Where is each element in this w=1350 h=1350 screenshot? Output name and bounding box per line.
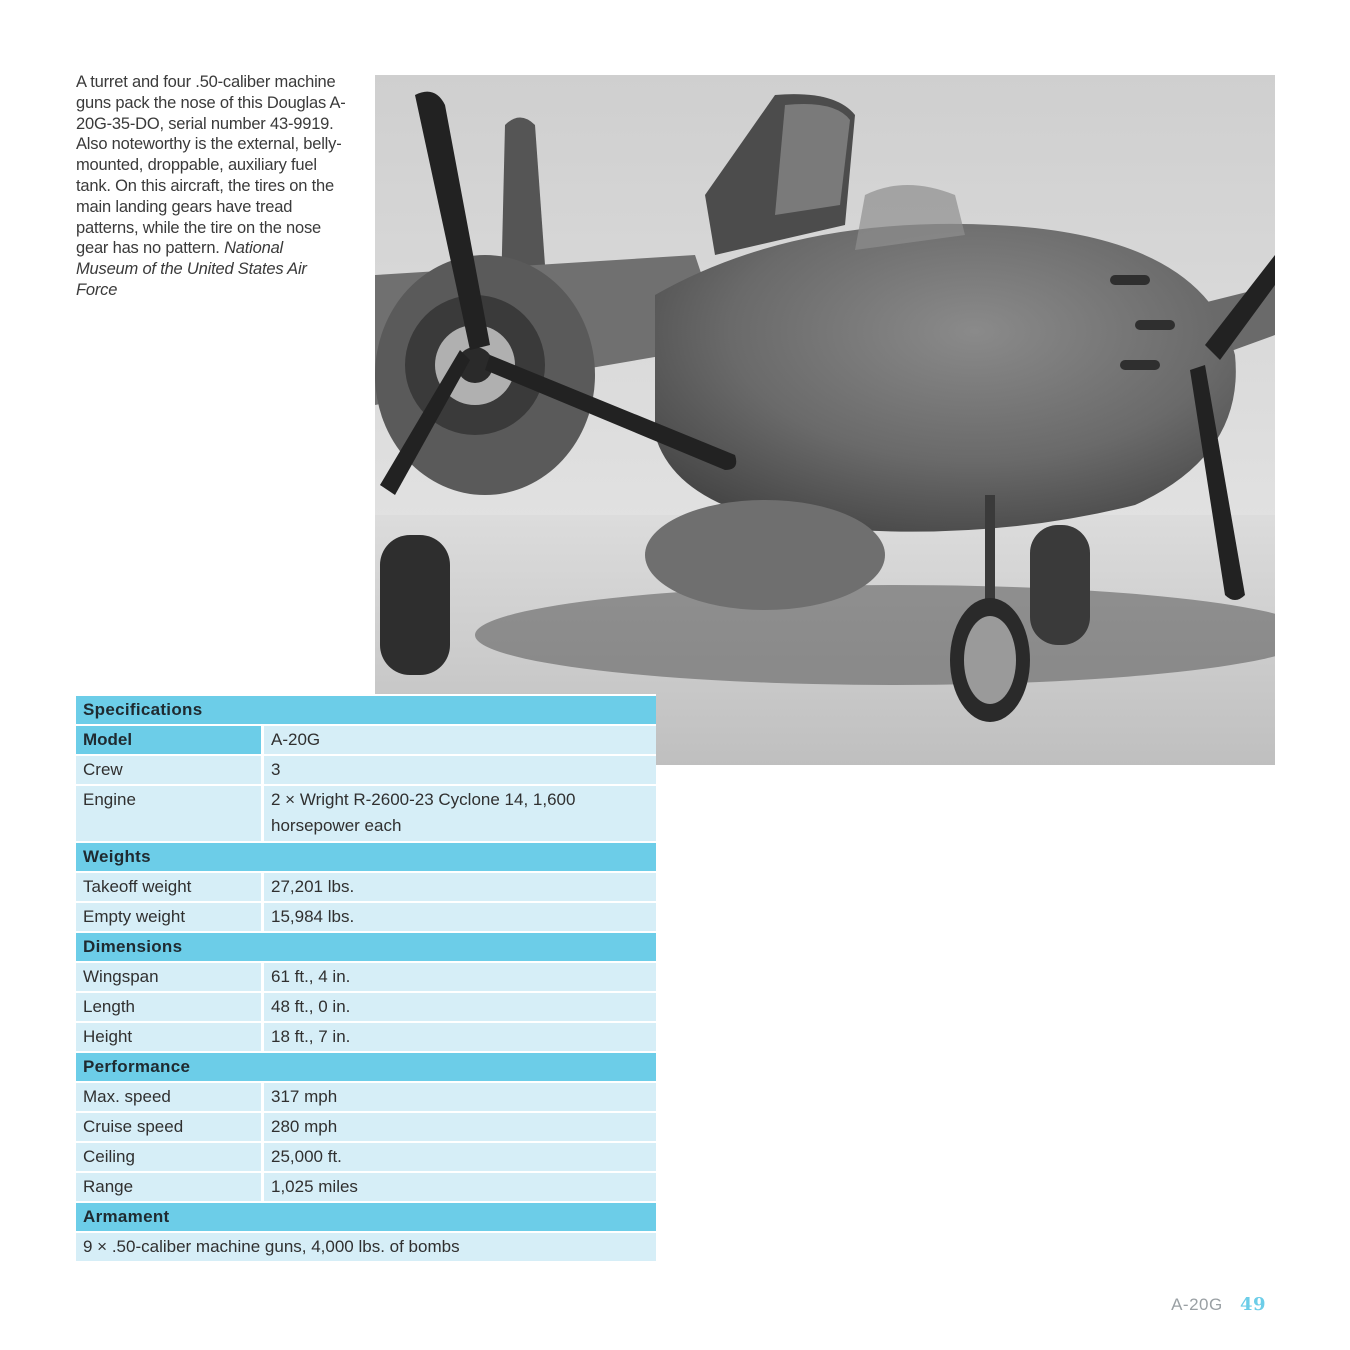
table-row-wingspan — [76, 963, 656, 991]
weights-heading: Weights — [76, 843, 656, 871]
table-row-max-speed — [76, 1083, 656, 1111]
height-value: 18 ft., 7 in. — [264, 1023, 656, 1051]
table-row-armament — [76, 1233, 656, 1261]
table-row-empty-weight — [76, 903, 656, 931]
crew-label: Crew — [76, 756, 264, 784]
length-label: Length — [76, 993, 264, 1021]
photo-caption — [76, 72, 346, 301]
section-header-specifications — [76, 696, 656, 724]
height-label: Height — [76, 1023, 264, 1051]
range-label: Range — [76, 1173, 264, 1201]
max-speed-label: Max. speed — [76, 1083, 264, 1111]
crew-value: 3 — [264, 756, 656, 784]
dimensions-heading: Dimensions — [76, 933, 656, 961]
model-value: A-20G — [264, 726, 656, 754]
section-header-armament — [76, 1203, 656, 1231]
engine-value: 2 × Wright R-2600-23 Cyclone 14, 1,600 horsepower each — [264, 786, 656, 841]
table-row-height — [76, 1023, 656, 1051]
takeoff-weight-value: 27,201 lbs. — [264, 873, 656, 901]
cruise-speed-value: 280 mph — [264, 1113, 656, 1141]
table-row-ceiling — [76, 1143, 656, 1171]
table-row-length — [76, 993, 656, 1021]
aircraft-photo — [375, 75, 1275, 765]
table-row-crew — [76, 756, 656, 784]
caption-credit: National Museum of the United States Air Force — [76, 239, 307, 299]
ceiling-value: 25,000 ft. — [264, 1143, 656, 1171]
table-row-range — [76, 1173, 656, 1201]
section-header-weights — [76, 843, 656, 871]
table-row-engine — [76, 786, 656, 841]
empty-weight-value: 15,984 lbs. — [264, 903, 656, 931]
table-row-model — [76, 726, 656, 754]
length-value: 48 ft., 0 in. — [264, 993, 656, 1021]
ceiling-label: Ceiling — [76, 1143, 264, 1171]
model-label: Model — [76, 726, 264, 754]
range-value: 1,025 miles — [264, 1173, 656, 1201]
table-row-takeoff-weight — [76, 873, 656, 901]
wingspan-value: 61 ft., 4 in. — [264, 963, 656, 991]
empty-weight-label: Empty weight — [76, 903, 264, 931]
performance-heading: Performance — [76, 1053, 656, 1081]
section-header-performance — [76, 1053, 656, 1081]
running-title: A-20G — [1171, 1295, 1223, 1314]
max-speed-value: 317 mph — [264, 1083, 656, 1111]
takeoff-weight-label: Takeoff weight — [76, 873, 264, 901]
caption-text: A turret and four .50-caliber machine guns pack the nose of this Douglas A-20G-35-DO, serial number 43-9919. Also noteworthy is the external, belly-mounted, droppable, auxiliary fuel tank. On this aircraft, the tires on the main landing gears have tread patterns, while the tire on the nose gear has no pattern. — [76, 73, 346, 258]
aircraft-photo-icon — [375, 75, 1275, 765]
specifications-table — [76, 694, 656, 1263]
section-header-dimensions — [76, 933, 656, 961]
table-row-cruise-speed — [76, 1113, 656, 1141]
cruise-speed-label: Cruise speed — [76, 1113, 264, 1141]
specifications-heading: Specifications — [76, 696, 656, 724]
armament-heading: Armament — [76, 1203, 656, 1231]
armament-value: 9 × .50-caliber machine guns, 4,000 lbs. of bombs — [76, 1233, 656, 1261]
page-folio — [1171, 1294, 1266, 1315]
engine-label: Engine — [76, 786, 264, 841]
page-number: 49 — [1239, 1294, 1266, 1315]
wingspan-label: Wingspan — [76, 963, 264, 991]
